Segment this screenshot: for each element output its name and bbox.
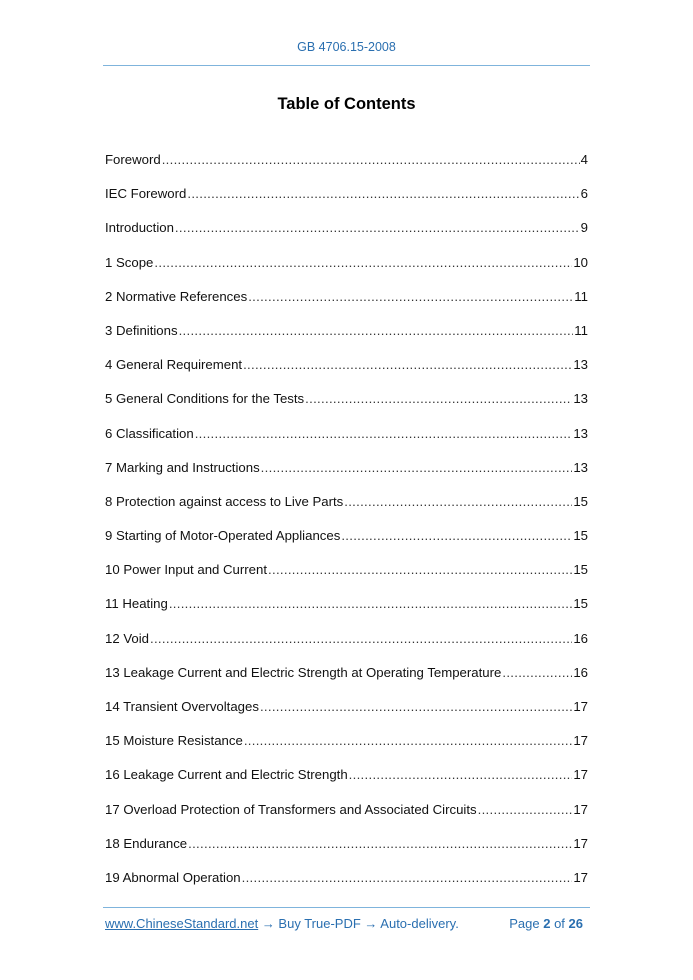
toc-entry[interactable]	[105, 699, 588, 733]
toc-dot-leader	[344, 494, 572, 509]
toc-entry-label: 12 Void	[105, 630, 149, 646]
toc-dot-leader	[244, 733, 573, 748]
toc-dot-leader	[187, 186, 579, 201]
toc-entry-page: 13	[573, 459, 588, 475]
toc-entry-page: 17	[573, 699, 588, 714]
page-prefix: Page	[509, 916, 544, 931]
toc-entry[interactable]	[105, 528, 588, 562]
toc-entry[interactable]	[105, 836, 588, 870]
toc-entry-page: 15	[573, 562, 588, 578]
toc-entry[interactable]	[105, 357, 588, 391]
toc-entry-label: 18 Endurance	[105, 835, 188, 851]
table-of-contents	[105, 152, 588, 904]
toc-dot-leader	[349, 767, 573, 782]
toc-dot-leader	[502, 665, 572, 680]
toc-entry-label: 4 General Requirement	[105, 357, 243, 373]
toc-entry-label: 9 Starting of Motor-Operated Appliances	[105, 528, 341, 544]
toc-entry-page: 4	[580, 152, 588, 167]
toc-dot-leader	[150, 631, 572, 646]
toc-entry[interactable]	[105, 220, 588, 254]
toc-dot-leader	[260, 699, 572, 714]
toc-entry-page: 15	[573, 596, 588, 612]
toc-dot-leader	[242, 870, 573, 885]
toc-dot-leader	[162, 152, 580, 167]
toc-dot-leader	[179, 323, 574, 338]
website-link[interactable]: www.ChineseStandard.net	[105, 916, 259, 931]
toc-entry[interactable]	[105, 802, 588, 836]
toc-entry-label: 10 Power Input and Current	[105, 562, 268, 578]
footer-divider	[103, 907, 590, 908]
toc-entry[interactable]	[105, 665, 588, 699]
toc-dot-leader	[188, 836, 572, 851]
toc-entry-page: 17	[573, 869, 588, 885]
toc-entry-label: 14 Transient Overvoltages	[105, 699, 259, 714]
toc-entry-label: 2 Normative References	[105, 288, 248, 304]
page-title: Table of Contents	[277, 95, 416, 113]
toc-entry-page: 6	[580, 186, 588, 202]
toc-entry-label: 3 Definitions	[105, 322, 178, 338]
page-footer	[105, 916, 588, 931]
toc-entry[interactable]	[105, 733, 588, 767]
toc-entry-label: 11 Heating	[105, 596, 168, 612]
page-indicator	[509, 916, 583, 931]
toc-entry[interactable]	[105, 767, 588, 801]
toc-entry-label: Foreword	[105, 152, 161, 167]
toc-entry-page: 11	[574, 322, 588, 338]
toc-dot-leader	[268, 562, 572, 577]
toc-entry-label: 15 Moisture Resistance	[105, 733, 243, 749]
footer-promo-text: → Buy True-PDF → Auto-delivery.	[258, 916, 459, 931]
toc-entry-page: 16	[573, 664, 588, 680]
toc-entry[interactable]	[105, 391, 588, 425]
toc-entry[interactable]	[105, 562, 588, 596]
toc-entry[interactable]	[105, 426, 588, 460]
toc-entry-label: Introduction	[105, 220, 174, 236]
toc-entry-label: 5 General Conditions for the Tests	[105, 391, 305, 407]
toc-entry[interactable]	[105, 460, 588, 494]
toc-dot-leader	[243, 357, 572, 372]
toc-entry-page: 15	[573, 493, 588, 509]
toc-entry-label: 6 Classification	[105, 425, 194, 441]
toc-entry-label: 7 Marking and Instructions	[105, 459, 260, 475]
toc-entry-label: 16 Leakage Current and Electric Strength	[105, 767, 348, 783]
toc-dot-leader	[341, 528, 572, 543]
toc-dot-leader	[169, 596, 573, 611]
toc-entry-page: 11	[574, 288, 588, 304]
toc-entry[interactable]	[105, 596, 588, 630]
toc-entry-label: IEC Foreword	[105, 186, 187, 202]
toc-entry-page: 10	[573, 254, 588, 270]
toc-entry-page: 17	[573, 733, 588, 749]
toc-dot-leader	[305, 391, 572, 406]
toc-entry-label: 19 Abnormal Operation	[105, 869, 241, 885]
toc-entry[interactable]	[105, 494, 588, 528]
toc-dot-leader	[195, 426, 573, 441]
toc-entry[interactable]	[105, 152, 588, 186]
toc-dot-leader	[248, 289, 573, 304]
current-page-number: 2	[543, 916, 551, 931]
toc-dot-leader	[175, 220, 580, 235]
toc-dot-leader	[478, 802, 573, 817]
toc-entry-page: 13	[573, 391, 588, 407]
toc-entry-page: 13	[573, 425, 588, 441]
toc-entry[interactable]	[105, 323, 588, 357]
toc-entry-label: 8 Protection against access to Live Parts	[105, 493, 344, 509]
total-pages: 26	[568, 916, 583, 931]
toc-entry[interactable]	[105, 255, 588, 289]
toc-dot-leader	[261, 460, 573, 475]
toc-entry-label: 1 Scope	[105, 254, 154, 270]
toc-entry-page: 15	[573, 528, 588, 544]
toc-entry-page: 9	[580, 220, 588, 236]
toc-entry[interactable]	[105, 289, 588, 323]
toc-entry[interactable]	[105, 186, 588, 220]
toc-entry-label: 17 Overload Protection of Transformers and Associated Circuits	[105, 801, 477, 817]
page-of-text: of	[550, 916, 569, 931]
toc-entry-page: 13	[573, 357, 588, 373]
toc-entry-label: 13 Leakage Current and Electric Strength at Operating Temperature	[105, 664, 502, 680]
document-header: GB 4706.15-2008	[297, 40, 396, 54]
toc-entry[interactable]	[105, 870, 588, 904]
toc-entry-page: 17	[573, 801, 588, 817]
toc-entry-page: 17	[573, 835, 588, 851]
toc-entry-page: 17	[573, 767, 588, 783]
header-divider	[103, 65, 590, 66]
toc-entry-page: 16	[573, 630, 588, 646]
toc-dot-leader	[154, 255, 572, 270]
toc-entry[interactable]	[105, 631, 588, 665]
